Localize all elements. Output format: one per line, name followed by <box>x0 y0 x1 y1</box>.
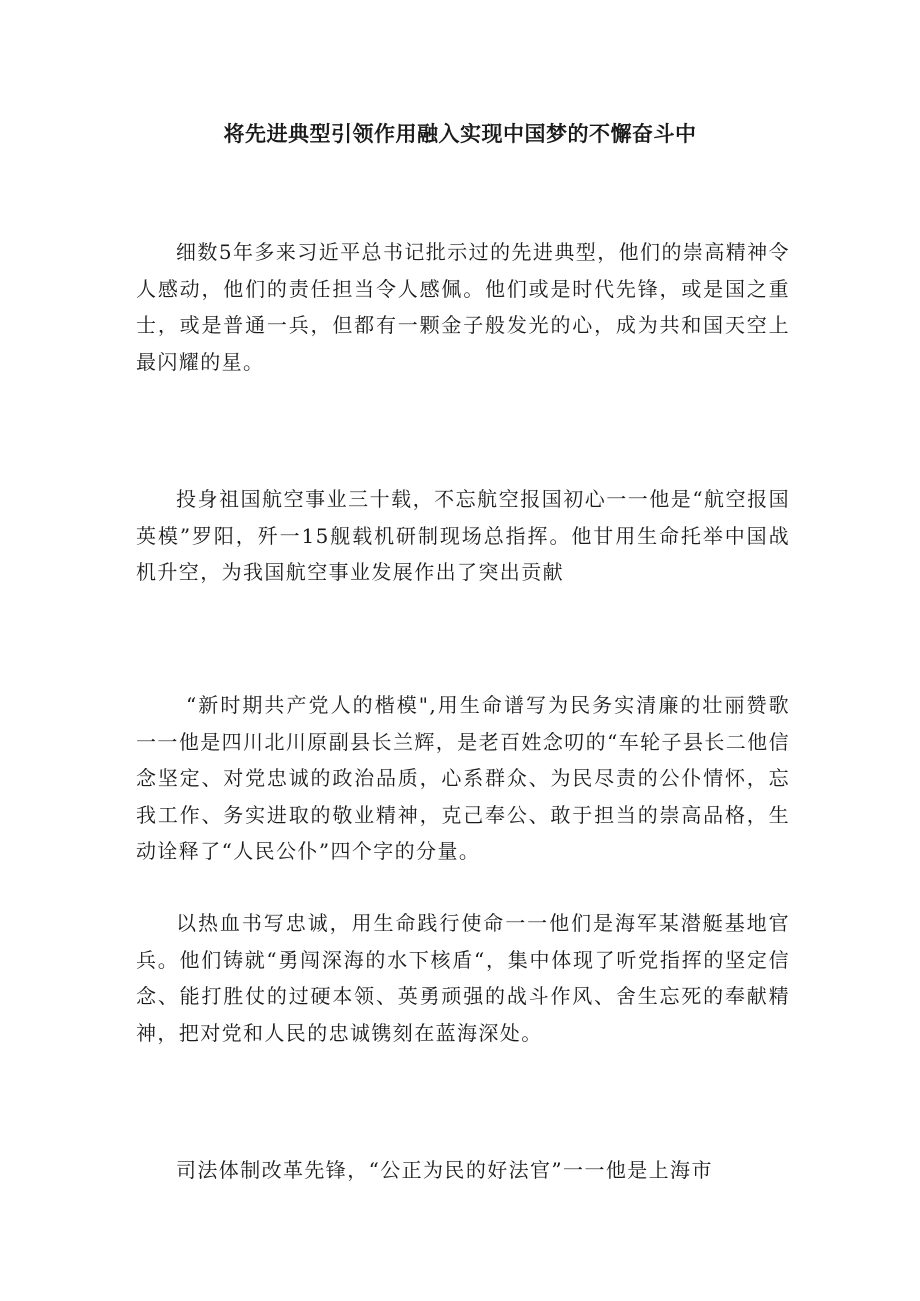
paragraph-2: 投身祖国航空事业三十载，不忘航空报国初心一一他是“航空报国英模”罗阳，歼一15舰载机研制现场总指挥。他甘用生命托举中国战机升空，为我国航空事业发展作出了突出贡献 <box>136 487 790 584</box>
paragraph-5: 司法体制改革先锋，“公正为民的好法官”一一他是上海市 <box>176 1158 713 1182</box>
document-title: 将先进典型引领作用融入实现中国梦的不懈奋斗中 <box>223 122 697 146</box>
paragraph-1: 细数5年多来习近平总书记批示过的先进典型，他们的崇高精神令人感动，他们的责任担当令人感佩。他们或是时代先锋，或是国之重士，或是普通一兵，但都有一颗金子般发光的心，成为共和国天空上最闪耀的星。 <box>136 240 790 374</box>
paragraph-4: 以热血书写忠诚，用生命践行使命一一他们是海军某潜艇基地官兵。他们铸就“勇闯深海的水下核盾“，集中体现了听党指挥的坚定信念、能打胜仗的过硬本领、英勇顽强的战斗作风、舍生忘死的奉献精神，把对党和人民的忠诚镌刻在蓝海深处。 <box>136 911 790 1045</box>
paragraph-3: “新时期共产党人的楷模",用生命谱写为民务实清廉的壮丽赞歌一一他是四川北川原副县长兰辉，是老百姓念叨的“车轮子县长二他信念坚定、对党忠诚的政治品质，心系群众、为民尽责的公仆情怀，忘我工作、务实进取的敬业精神，克己奉公、敢于担当的崇高品格，生动诠释了“人民公仆”四个字的分量。 <box>136 693 790 863</box>
